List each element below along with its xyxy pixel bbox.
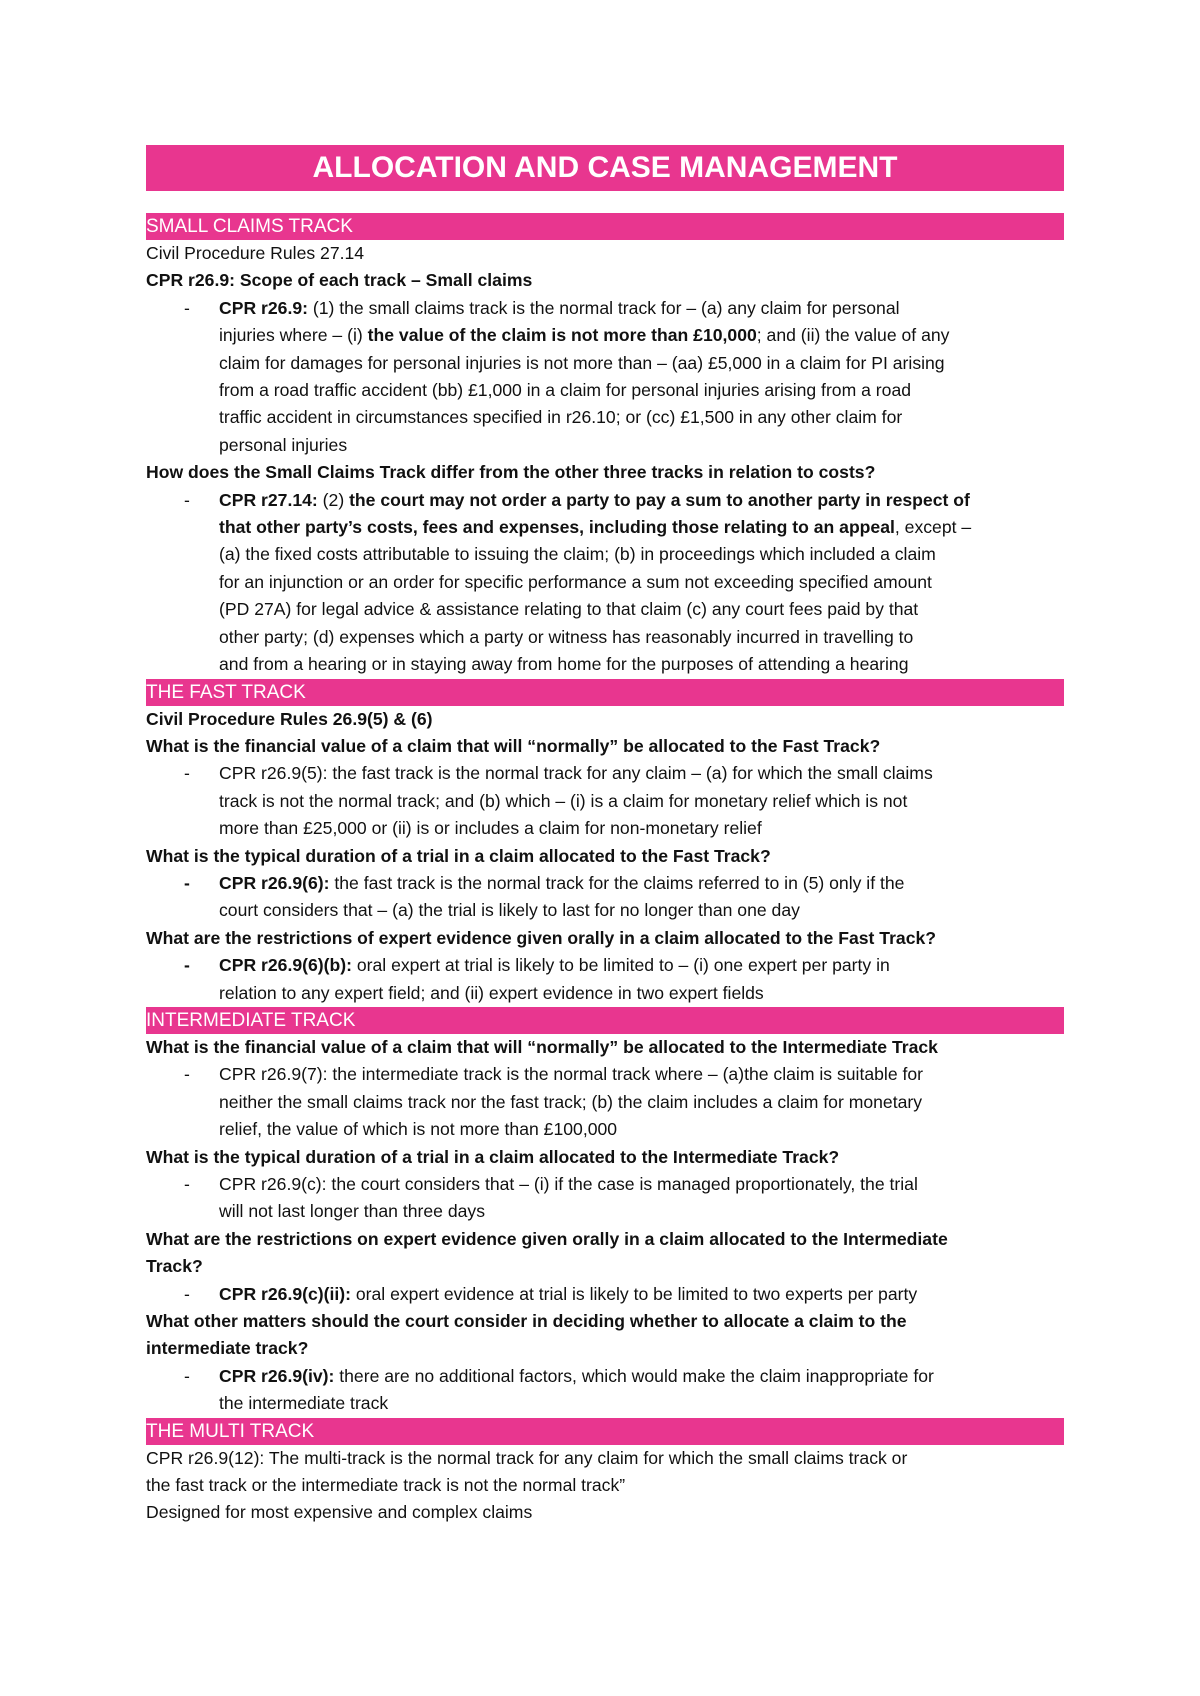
section-header-small-claims: SMALL CLAIMS TRACK (146, 213, 1064, 240)
bullet-text: (2) (317, 489, 350, 510)
bullet-text: oral expert at trial is likely to be limited to – (i) one expert per party in (351, 955, 890, 976)
document-content (146, 145, 1064, 1527)
intermediate-bullet-value (146, 1061, 1064, 1143)
section-header-intermediate-track: INTERMEDIATE TRACK (146, 1007, 1064, 1034)
bullet-text: the intermediate track (219, 1393, 389, 1414)
bullet-dash: - (184, 489, 190, 510)
bullet-dash: - (184, 297, 190, 318)
bullet-text: CPR r26.9(7): the intermediate track is the normal track where – (a)the claim is suitable for (219, 1064, 924, 1085)
small-claims-costs-question: How does the Small Claims Track differ from the other three tracks in relation to costs? (146, 462, 876, 483)
bullet-dash: - (184, 1283, 190, 1304)
bullet-text: the fast track is the normal track for the claims referred to in (5) only if the (329, 872, 905, 893)
bullet-text-emphasis: the value of the claim is not more than £10,000 (367, 325, 757, 346)
fast-track-question-value: What is the financial value of a claim that will “normally” be allocated to the Fast Track? (146, 735, 881, 756)
bullet-text-emphasis: the court may not order a party to pay a sum to another party in respect of (349, 489, 970, 510)
bullet-text: CPR r26.9(c): the court considers that – (i) if the case is managed proportionately, the trial (219, 1174, 918, 1194)
bullet-text: (a) the fixed costs attributable to issuing the claim; (b) in proceedings which included a claim (219, 544, 936, 565)
bullet-text: claim for damages for personal injuries is not more than – (aa) £5,000 in a claim for PI arising (219, 352, 945, 373)
bullet-text: from a road traffic accident (bb) £1,000 in a claim for personal injuries arising from a road (219, 380, 912, 401)
intermediate-question-value: What is the financial value of a claim that will “normally” be allocated to the Intermediate Track (146, 1036, 938, 1057)
bullet-text: there are no additional factors, which would make the claim inappropriate for (334, 1365, 934, 1386)
fast-track-question-expert: What are the restrictions of expert evidence given orally in a claim allocated to the Fast Track? (146, 927, 937, 948)
bullet-text: more than £25,000 or (ii) is or includes a claim for non-monetary relief (219, 818, 762, 839)
fast-track-bullet-duration (146, 870, 1064, 925)
fast-track-reference: Civil Procedure Rules 26.9(5) & (6) (146, 708, 433, 729)
section-header-multi-track: THE MULTI TRACK (146, 1418, 1064, 1445)
rule-label: CPR r27.14: (219, 489, 318, 510)
bullet-dash: - (184, 1064, 190, 1085)
bullet-text: relation to any expert field; and (ii) expert evidence in two expert fields (219, 982, 764, 1003)
section-header-fast-track: THE FAST TRACK (146, 679, 1064, 706)
rule-label: CPR r26.9(iv): (219, 1365, 335, 1386)
intermediate-bullet-other (146, 1363, 1064, 1418)
bullet-text: (1) the small claims track is the normal track for – (a) any claim for personal (307, 297, 900, 318)
bullet-dash: - (184, 955, 190, 976)
bullet-text: relief, the value of which is not more than £100,000 (219, 1119, 618, 1140)
intermediate-question-other-cont: intermediate track? (146, 1338, 309, 1359)
bullet-text: traffic accident in circumstances specified in r26.10; or (cc) £1,500 in any other claim for (219, 407, 903, 428)
bullet-text: CPR r26.9(5): the fast track is the normal track for any claim – (a) for which the small claims (219, 763, 933, 784)
intermediate-question-expert-cont: Track? (146, 1256, 203, 1277)
small-claims-bullet-costs (146, 487, 1064, 679)
bullet-text: injuries where – (i) (219, 325, 368, 346)
intermediate-question-other: What other matters should the court consider in deciding whether to allocate a claim to the (146, 1311, 907, 1332)
intermediate-question-duration: What is the typical duration of a trial in a claim allocated to the Intermediate Track? (146, 1146, 840, 1167)
rule-label: CPR r26.9(6)(b): (219, 955, 352, 976)
fast-track-bullet-value (146, 760, 1064, 842)
small-claims-scope-heading: CPR r26.9: Scope of each track – Small claims (146, 270, 533, 291)
bullet-text: will not last longer than three days (219, 1201, 486, 1222)
bullet-text: other party; (d) expenses which a party or witness has reasonably incurred in travelling to (219, 626, 914, 647)
small-claims-reference: Civil Procedure Rules 27.14 (146, 243, 365, 263)
rule-label: CPR r26.9: (219, 297, 308, 318)
intermediate-question-expert: What are the restrictions on expert evidence given orally in a claim allocated to the Intermediate (146, 1228, 948, 1249)
bullet-text: for an injunction or an order for specific performance a sum not exceeding specified amount (219, 571, 932, 592)
bullet-dash: - (184, 1174, 190, 1194)
bullet-text: and from a hearing or in staying away from home for the purposes of attending a hearing (219, 654, 909, 675)
bullet-text: (PD 27A) for legal advice & assistance relating to that claim (c) any court fees paid by that (219, 599, 919, 620)
intermediate-bullet-duration (146, 1171, 1064, 1226)
bullet-text: ; and (ii) the value of any (756, 325, 950, 346)
bullet-text: neither the small claims track nor the fast track; (b) the claim includes a claim for monetary (219, 1091, 923, 1112)
bullet-dash: - (184, 872, 190, 893)
rule-label: CPR r26.9(6): (219, 872, 330, 893)
rule-label: CPR r26.9(c)(ii): (219, 1283, 351, 1304)
bullet-text: personal injuries (219, 434, 348, 455)
multi-track-note: Designed for most expensive and complex claims (146, 1502, 533, 1523)
fast-track-bullet-expert (146, 952, 1064, 1007)
bullet-text: , except – (894, 517, 972, 538)
bullet-text: court considers that – (a) the trial is likely to last for no longer than one day (219, 900, 800, 921)
bullet-dash: - (184, 1365, 190, 1386)
fast-track-question-duration: What is the typical duration of a trial in a claim allocated to the Fast Track? (146, 845, 771, 866)
bullet-text: oral expert evidence at trial is likely to be limited to two experts per party (350, 1283, 918, 1304)
bullet-text: track is not the normal track; and (b) which – (i) is a claim for monetary relief which is not (219, 790, 908, 811)
bullet-dash: - (184, 763, 190, 784)
page-title: ALLOCATION AND CASE MANAGEMENT (146, 145, 1064, 191)
multi-track-text: the fast track or the intermediate track is not the normal track” (146, 1475, 626, 1496)
small-claims-bullet-scope (146, 295, 1064, 459)
intermediate-bullet-expert (146, 1281, 1064, 1308)
multi-track-text: CPR r26.9(12): The multi-track is the normal track for any claim for which the small claims track or (146, 1447, 908, 1468)
bullet-text-emphasis: that other party’s costs, fees and expenses, including those relating to an appeal (219, 517, 895, 538)
